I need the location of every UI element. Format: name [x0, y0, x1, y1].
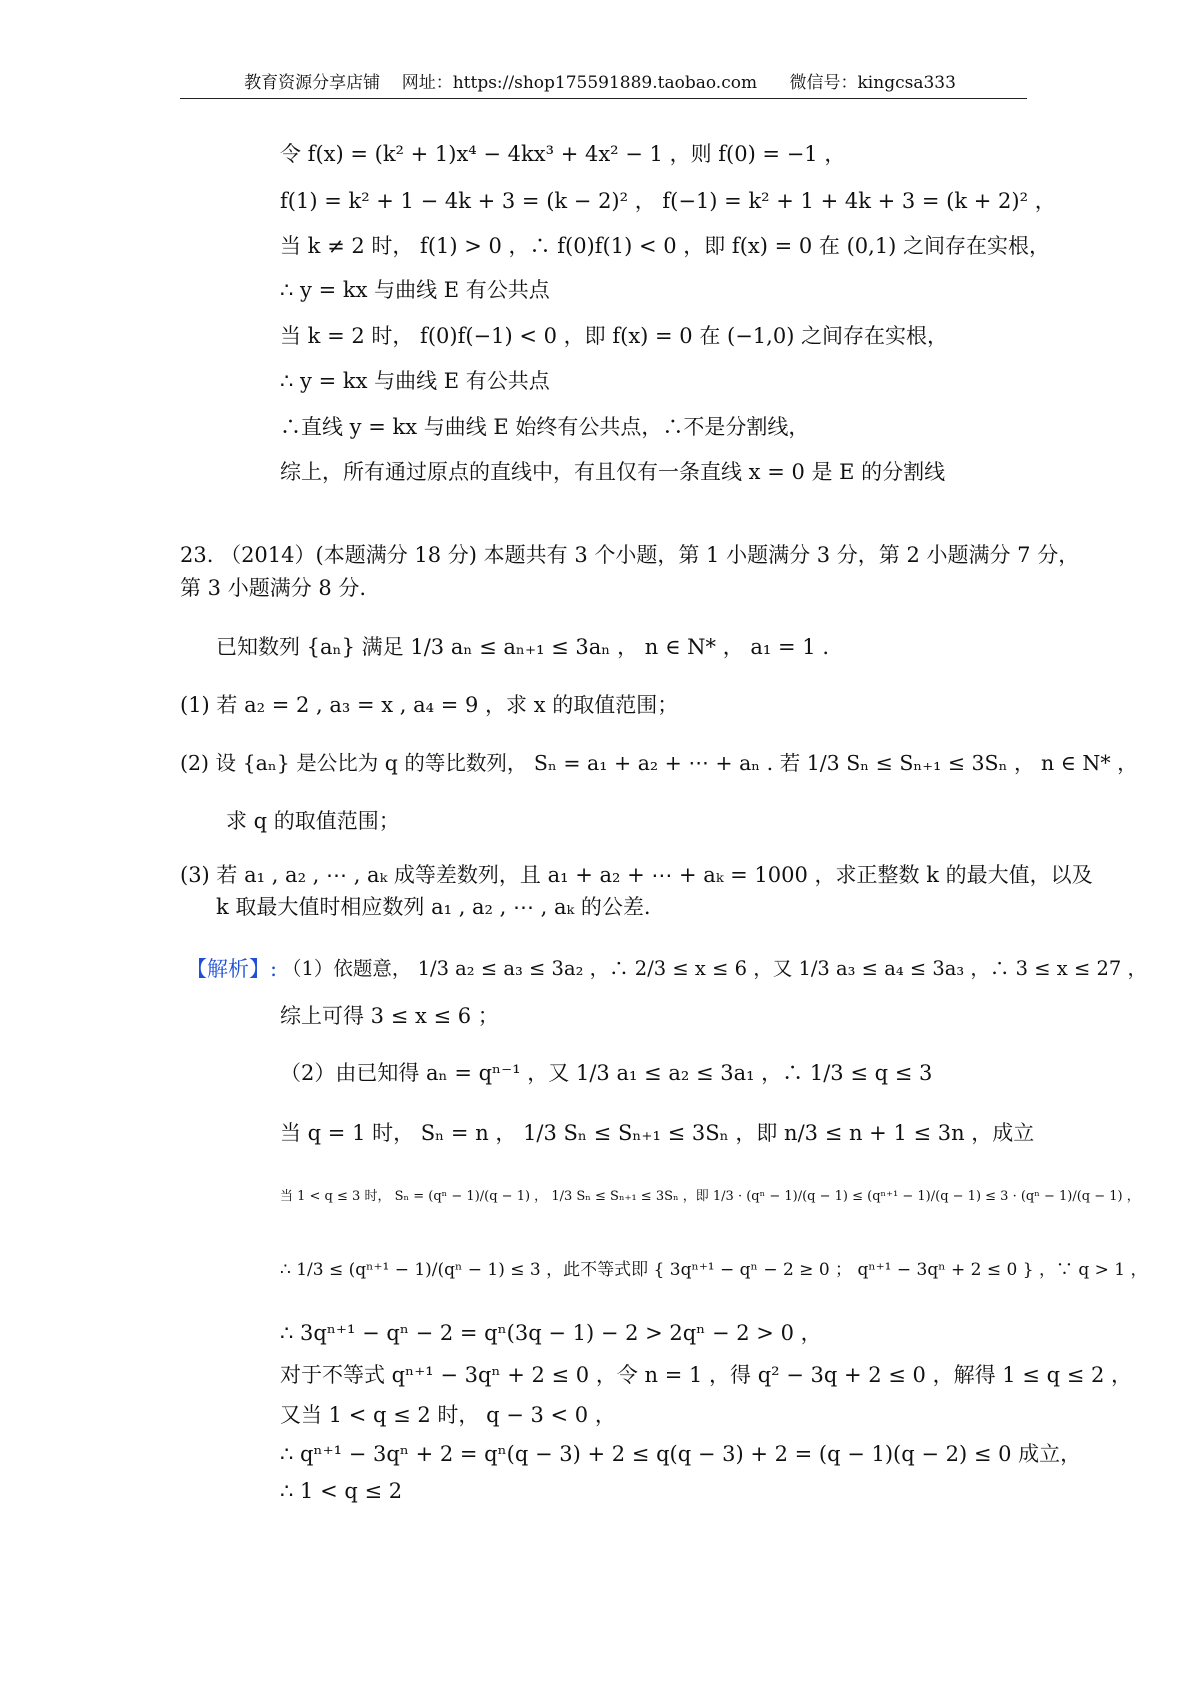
solution-line: 当 k ≠ 2 时， f(1) > 0 ，∴ f(0)f(1) < 0 ，即 f(x) = 0 在 (0,1) 之间存在实根，: [280, 234, 1051, 258]
solution-line: ∴ qⁿ⁺¹ − 3qⁿ + 2 = qⁿ(q − 3) + 2 ≤ q(q − 3) + 2 = (q − 1)(q − 2) ≤ 0 成立，: [280, 1442, 1082, 1466]
solution-line: ∴ 1 < q ≤ 2: [280, 1479, 403, 1503]
solution-line: 令 f(x) = (k² + 1)x⁴ − 4kx³ + 4x² − 1 ，则 f(0) = −1 ，: [280, 142, 846, 166]
solution-line: （2）由已知得 aₙ = qⁿ⁻¹ ，又 1/3 a₁ ≤ a₂ ≤ 3a₁ ，∴ 1/3 ≤ q ≤ 3: [280, 1061, 933, 1085]
header-divider: [180, 98, 1027, 99]
solution-line: ∴ 3qⁿ⁺¹ − qⁿ − 2 = qⁿ(3q − 1) − 2 > 2qⁿ − 2 > 0 ，: [280, 1321, 822, 1345]
solution-line: 当 k = 2 时， f(0)f(−1) < 0 ，即 f(x) = 0 在 (−1,0) 之间存在实根，: [280, 324, 949, 348]
solution-line: 当 q = 1 时， Sₙ = n ， 1/3 Sₙ ≤ Sₙ₊₁ ≤ 3Sₙ ，即 n/3 ≤ n + 1 ≤ 3n ，成立: [280, 1121, 1035, 1145]
problem-statement: 已知数列 {aₙ} 满足 1/3 aₙ ≤ aₙ₊₁ ≤ 3aₙ ， n ∈ N* ， a₁ = 1 .: [216, 635, 829, 659]
problem-part-2: 求 q 的取值范围；: [226, 809, 400, 833]
page-header: 教育资源分享店铺 网址：https://shop175591889.taobao.com 微信号：kingcsa333: [244, 73, 956, 93]
problem-part-3: k 取最大值时相应数列 a₁ , a₂ , ⋯ , aₖ 的公差.: [216, 895, 651, 919]
solution-line: f(1) = k² + 1 − 4k + 3 = (k − 2)² ， f(−1) = k² + 1 + 4k + 3 = (k + 2)² ，: [280, 189, 1056, 213]
solution-line: 又当 1 < q ≤ 2 时， q − 3 < 0 ，: [280, 1403, 616, 1427]
solution-line: （1）依题意， 1/3 a₂ ≤ a₃ ≤ 3a₂ ，∴ 2/3 ≤ x ≤ 6 ，又 1/3 a₃ ≤ a₄ ≤ 3a₃ ，∴ 3 ≤ x ≤ 27 ，: [282, 957, 1148, 980]
problem-part-1: (1) 若 a₂ = 2 , a₃ = x , a₄ = 9 ，求 x 的取值范围；: [180, 693, 679, 717]
solution-line: 综上，所有通过原点的直线中，有且仅有一条直线 x = 0 是 E 的分割线: [280, 460, 946, 484]
problem-heading: 23. （2014）(本题满分 18 分) 本题共有 3 个小题，第 1 小题满分 3 分，第 2 小题满分 7 分，: [180, 543, 1080, 567]
solution-line: ∴ y = kx 与曲线 E 有公共点: [280, 278, 550, 302]
solution-line: ∴ 1/3 ≤ (qⁿ⁺¹ − 1)/(qⁿ − 1) ≤ 3 ，此不等式即 { 3qⁿ⁺¹ − qⁿ − 2 ≥ 0 ； qⁿ⁺¹ − 3qⁿ + 2 ≤ 0 } ，∵ q > 1 ，: [280, 1260, 1148, 1280]
solution-line: 当 1 < q ≤ 3 时， Sₙ = (qⁿ − 1)/(q − 1) ， 1/3 Sₙ ≤ Sₙ₊₁ ≤ 3Sₙ ，即 1/3 · (qⁿ − 1)/(q − 1) ≤ (qⁿ⁺¹ − 1)/(q − 1) ≤ 3 · (qⁿ − 1)/(q − 1) ，: [280, 1189, 1140, 1204]
solution-line: ∴直线 y = kx 与曲线 E 始终有公共点，∴不是分割线，: [280, 415, 810, 439]
problem-part-3: (3) 若 a₁ , a₂ , ⋯ , aₖ 成等差数列，且 a₁ + a₂ + ⋯ + aₖ = 1000 ，求正整数 k 的最大值，以及: [180, 863, 1093, 887]
solution-line: ∴ y = kx 与曲线 E 有公共点: [280, 369, 550, 393]
solution-label: 【解析】:: [186, 957, 278, 981]
problem-heading: 第 3 小题满分 8 分.: [180, 576, 367, 600]
solution-line: 综上可得 3 ≤ x ≤ 6 ；: [280, 1004, 499, 1028]
solution-line: 对于不等式 qⁿ⁺¹ − 3qⁿ + 2 ≤ 0 ，令 n = 1 ，得 q² − 3q + 2 ≤ 0 ，解得 1 ≤ q ≤ 2 ，: [280, 1363, 1132, 1387]
problem-part-2: (2) 设 {aₙ} 是公比为 q 的等比数列， Sₙ = a₁ + a₂ + ⋯ + aₙ . 若 1/3 Sₙ ≤ Sₙ₊₁ ≤ 3Sₙ ， n ∈ N* ，: [180, 751, 1138, 775]
